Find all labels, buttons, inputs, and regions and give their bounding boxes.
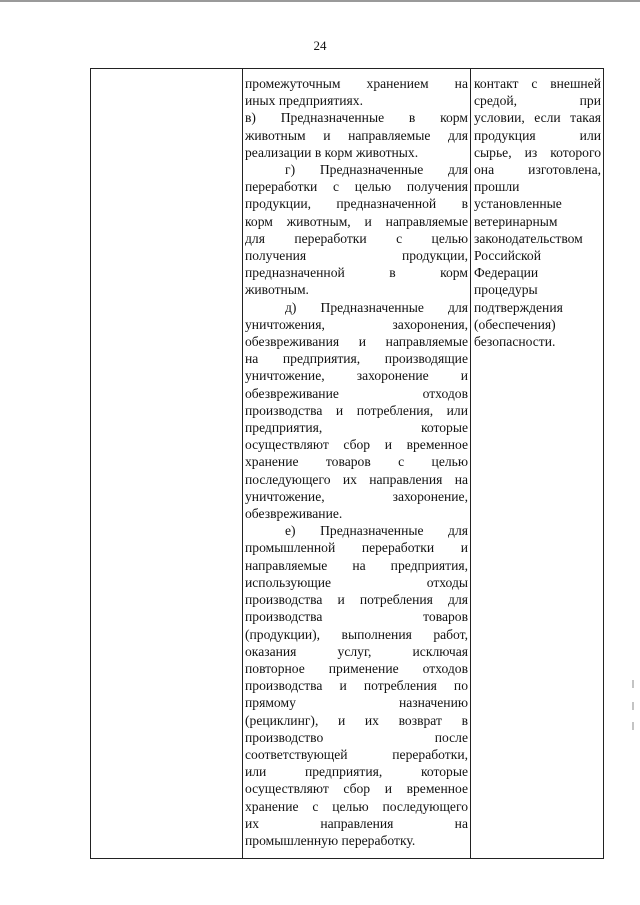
text-line: переработки с целью получения [245, 179, 468, 195]
text-line: промышленную переработку. [245, 832, 416, 848]
text-line: их направления на [245, 815, 468, 831]
text-line: направляемые на предприятия, [245, 557, 468, 573]
text-line: Российской [474, 248, 541, 264]
text-line: использующие отходы [245, 574, 468, 590]
text-line: промежуточным хранением на [245, 76, 468, 91]
text-line: повторное применение отходов [245, 660, 468, 676]
document-table [90, 68, 604, 859]
text-line: контакт с внешней [474, 76, 601, 91]
column-divider-2 [470, 69, 471, 858]
text-line: обезвреживание. [245, 506, 343, 522]
text-line: производства и потребления, или [245, 402, 468, 418]
text-line: Федерации [474, 265, 539, 281]
scan-margin-mark [632, 722, 634, 730]
text-line: ветеринарным [474, 213, 558, 229]
text-line: осуществляют сбор и временное [245, 437, 468, 453]
page-number: 24 [313, 38, 327, 53]
text-line: обезвреживание отходов [245, 385, 468, 401]
text-line: (рециклинг), и их возврат в [245, 712, 468, 728]
text-line: в) Предназначенные в корм [245, 110, 468, 126]
text-line: (обеспечения) [474, 316, 556, 332]
text-line: производства и потребления для [245, 592, 468, 608]
text-line: последующего их направления на [245, 471, 468, 487]
text-line: е) Предназначенные для [285, 523, 468, 539]
top-border-line [0, 0, 640, 2]
text-line: для переработки с целью [245, 230, 468, 246]
text-line: законодательством [474, 230, 583, 246]
text-line: соответствующей переработки, [245, 746, 468, 762]
text-line: промышленной переработки и [245, 540, 468, 556]
text-line: прошли [474, 179, 520, 195]
text-line: хранение с целью последующего [245, 798, 468, 814]
text-line: предприятия, которые [245, 420, 468, 436]
text-line: установленные [474, 196, 562, 212]
text-line: процедуры [474, 282, 538, 298]
text-line: г) Предназначенные для [285, 162, 468, 178]
text-line: безопасности. [474, 334, 556, 350]
text-line: прямому назначению [245, 695, 468, 711]
text-line: получения продукции, [245, 248, 468, 264]
text-line: оказания услуг, исключая [245, 643, 468, 659]
column-divider-1 [242, 69, 243, 858]
text-line: д) Предназначенные для [285, 299, 468, 315]
table-cell-col2 [245, 75, 468, 849]
text-line: животным и направляемые для [245, 127, 468, 143]
text-line: производство после [245, 729, 468, 745]
text-line: уничтожения, захоронения, [245, 316, 468, 332]
text-line: животным. [245, 282, 309, 298]
text-line: обезвреживания и направляемые [245, 334, 468, 350]
text-line: она изготовлена, [474, 162, 601, 178]
text-line: подтверждения [474, 299, 563, 315]
text-line: продукция или [474, 127, 601, 143]
text-line: хранение товаров с целью [245, 454, 468, 470]
text-line: сырье, из которого [474, 144, 601, 160]
text-line: осуществляют сбор и временное [245, 781, 468, 797]
text-line: условии, если такая [474, 110, 601, 126]
text-line: уничтожение, захоронение и [245, 368, 468, 384]
scan-margin-mark [632, 680, 634, 688]
scan-margin-mark [632, 702, 634, 710]
text-line: иных предприятиях. [245, 93, 363, 109]
text-line: производства и потребления по [245, 678, 468, 694]
text-line: производства товаров [245, 609, 468, 625]
table-cell-col3 [474, 75, 601, 350]
text-line: или предприятия, которые [245, 764, 468, 780]
text-line: продукции, предназначенной в [245, 196, 468, 212]
text-line: на предприятия, производящие [245, 351, 468, 367]
text-line: средой, при [474, 93, 601, 109]
text-line: (продукции), выполнения работ, [245, 626, 468, 642]
text-line: реализации в корм животных. [245, 144, 419, 160]
text-line: предназначенной в корм [245, 265, 468, 281]
text-line: корм животным, и направляемые [245, 213, 468, 229]
text-line: уничтожение, захоронение, [245, 488, 468, 504]
